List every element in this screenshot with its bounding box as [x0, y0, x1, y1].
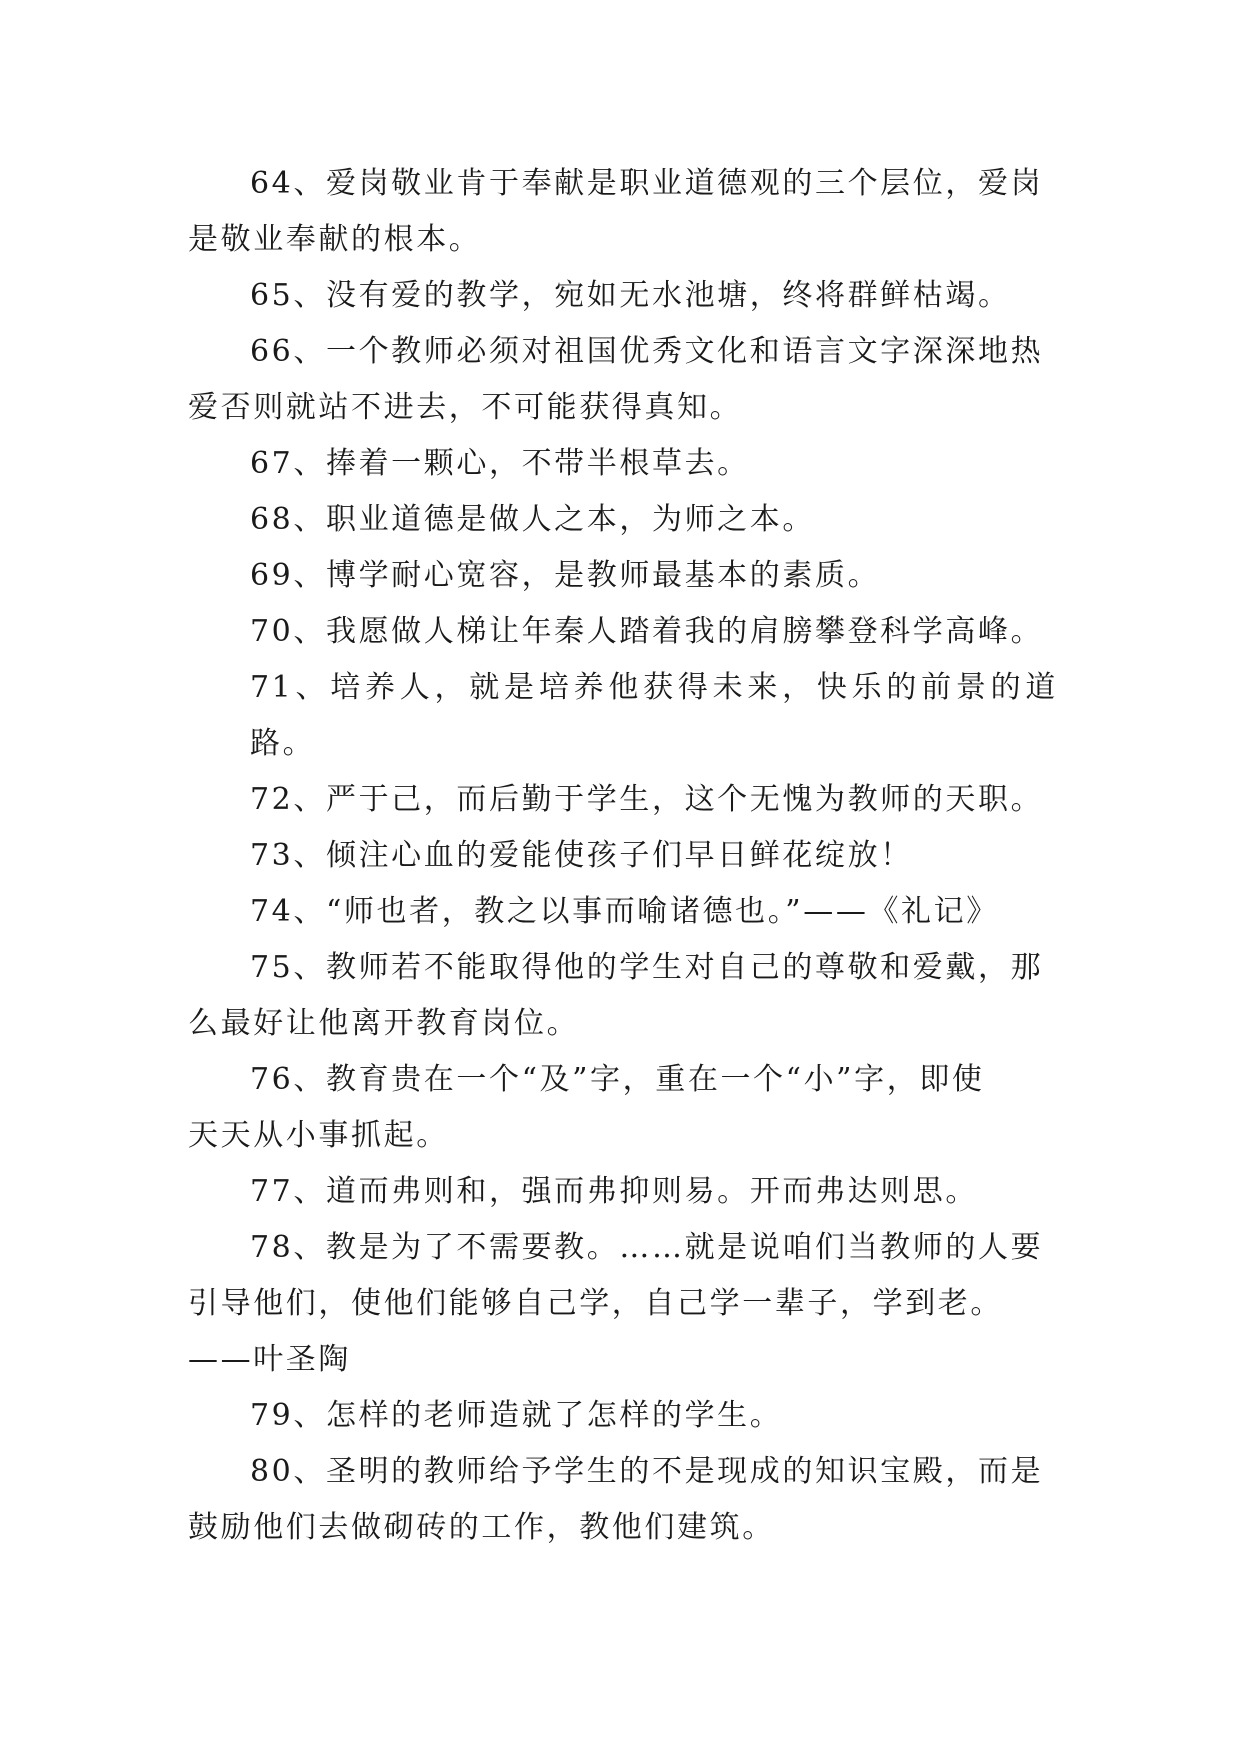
quote-paragraph: [188, 1388, 1058, 1444]
quote-paragraph: [188, 324, 1058, 436]
quote-paragraph: [188, 156, 1058, 268]
quote-continuation-line: 爱否则就站不进去，不可能获得真知。: [188, 390, 743, 425]
quote-paragraph: [188, 436, 1058, 492]
quote-first-line: 75、教师若不能取得他的学生对自己的尊敬和爱戴，那: [250, 950, 1044, 985]
quote-first-line: 66、一个教师必须对祖国优秀文化和语言文字深深地热: [250, 334, 1044, 369]
quote-paragraph: [188, 940, 1058, 1052]
quote-paragraph: [188, 604, 1058, 660]
quote-first-line: 74、“师也者，教之以事而喻诸德也。”——《礼记》: [250, 894, 999, 929]
quote-paragraph: [188, 660, 1058, 772]
quote-continuation-line: 天天从小事抓起。: [188, 1118, 449, 1153]
quote-first-line: 64、爱岗敬业肯于奉献是职业道德观的三个层位，爱岗: [250, 166, 1044, 201]
quote-first-line: 68、职业道德是做人之本，为师之本。: [250, 502, 815, 537]
quote-first-line: 79、怎样的老师造就了怎样的学生。: [250, 1398, 783, 1433]
quote-continuation-line: 引导他们，使他们能够自己学，自己学一辈子，学到老。: [188, 1286, 1003, 1321]
quote-continuation-line: 是敬业奉献的根本。: [188, 222, 482, 257]
quote-paragraph: [188, 492, 1058, 548]
quote-paragraph: [188, 268, 1058, 324]
quote-paragraph: [188, 1052, 1058, 1164]
quote-paragraph: [188, 1444, 1058, 1556]
quote-continuation-line: ——叶圣陶: [188, 1342, 351, 1377]
quote-first-line: 70、我愿做人梯让年秦人踏着我的肩膀攀登科学高峰。: [250, 614, 1044, 649]
quote-first-line: 78、教是为了不需要教。……就是说咱们当教师的人要: [250, 1230, 1044, 1265]
quote-paragraph: [188, 548, 1058, 604]
document-body: [188, 156, 1058, 1556]
quote-first-line: 76、教育贵在一个“及”字，重在一个“小”字，即使: [250, 1062, 985, 1097]
quote-first-line: 72、严于己，而后勤于学生，这个无愧为教师的天职。: [250, 782, 1044, 817]
quote-first-line: 65、没有爱的教学，宛如无水池塘，终将群鲜枯竭。: [250, 278, 1011, 313]
quote-first-line: 71、培养人，就是培养他获得未来，快乐的前景的道路。: [250, 670, 1058, 761]
quote-first-line: 73、倾注心血的爱能使孩子们早日鲜花绽放！: [250, 838, 913, 873]
quote-paragraph: [188, 828, 1058, 884]
quote-paragraph: [188, 1220, 1058, 1388]
quote-first-line: 77、道而弗则和，强而弗抑则易。开而弗达则思。: [250, 1174, 978, 1209]
quote-first-line: 67、捧着一颗心，不带半根草去。: [250, 446, 750, 481]
quote-paragraph: [188, 1164, 1058, 1220]
quote-first-line: 69、博学耐心宽容，是教师最基本的素质。: [250, 558, 881, 593]
quote-first-line: 80、圣明的教师给予学生的不是现成的知识宝殿，而是: [250, 1454, 1044, 1489]
quote-continuation-line: 鼓励他们去做砌砖的工作，教他们建筑。: [188, 1510, 775, 1545]
quote-paragraph: [188, 772, 1058, 828]
quote-continuation-line: 么最好让他离开教育岗位。: [188, 1006, 580, 1041]
quote-paragraph: [188, 884, 1058, 940]
